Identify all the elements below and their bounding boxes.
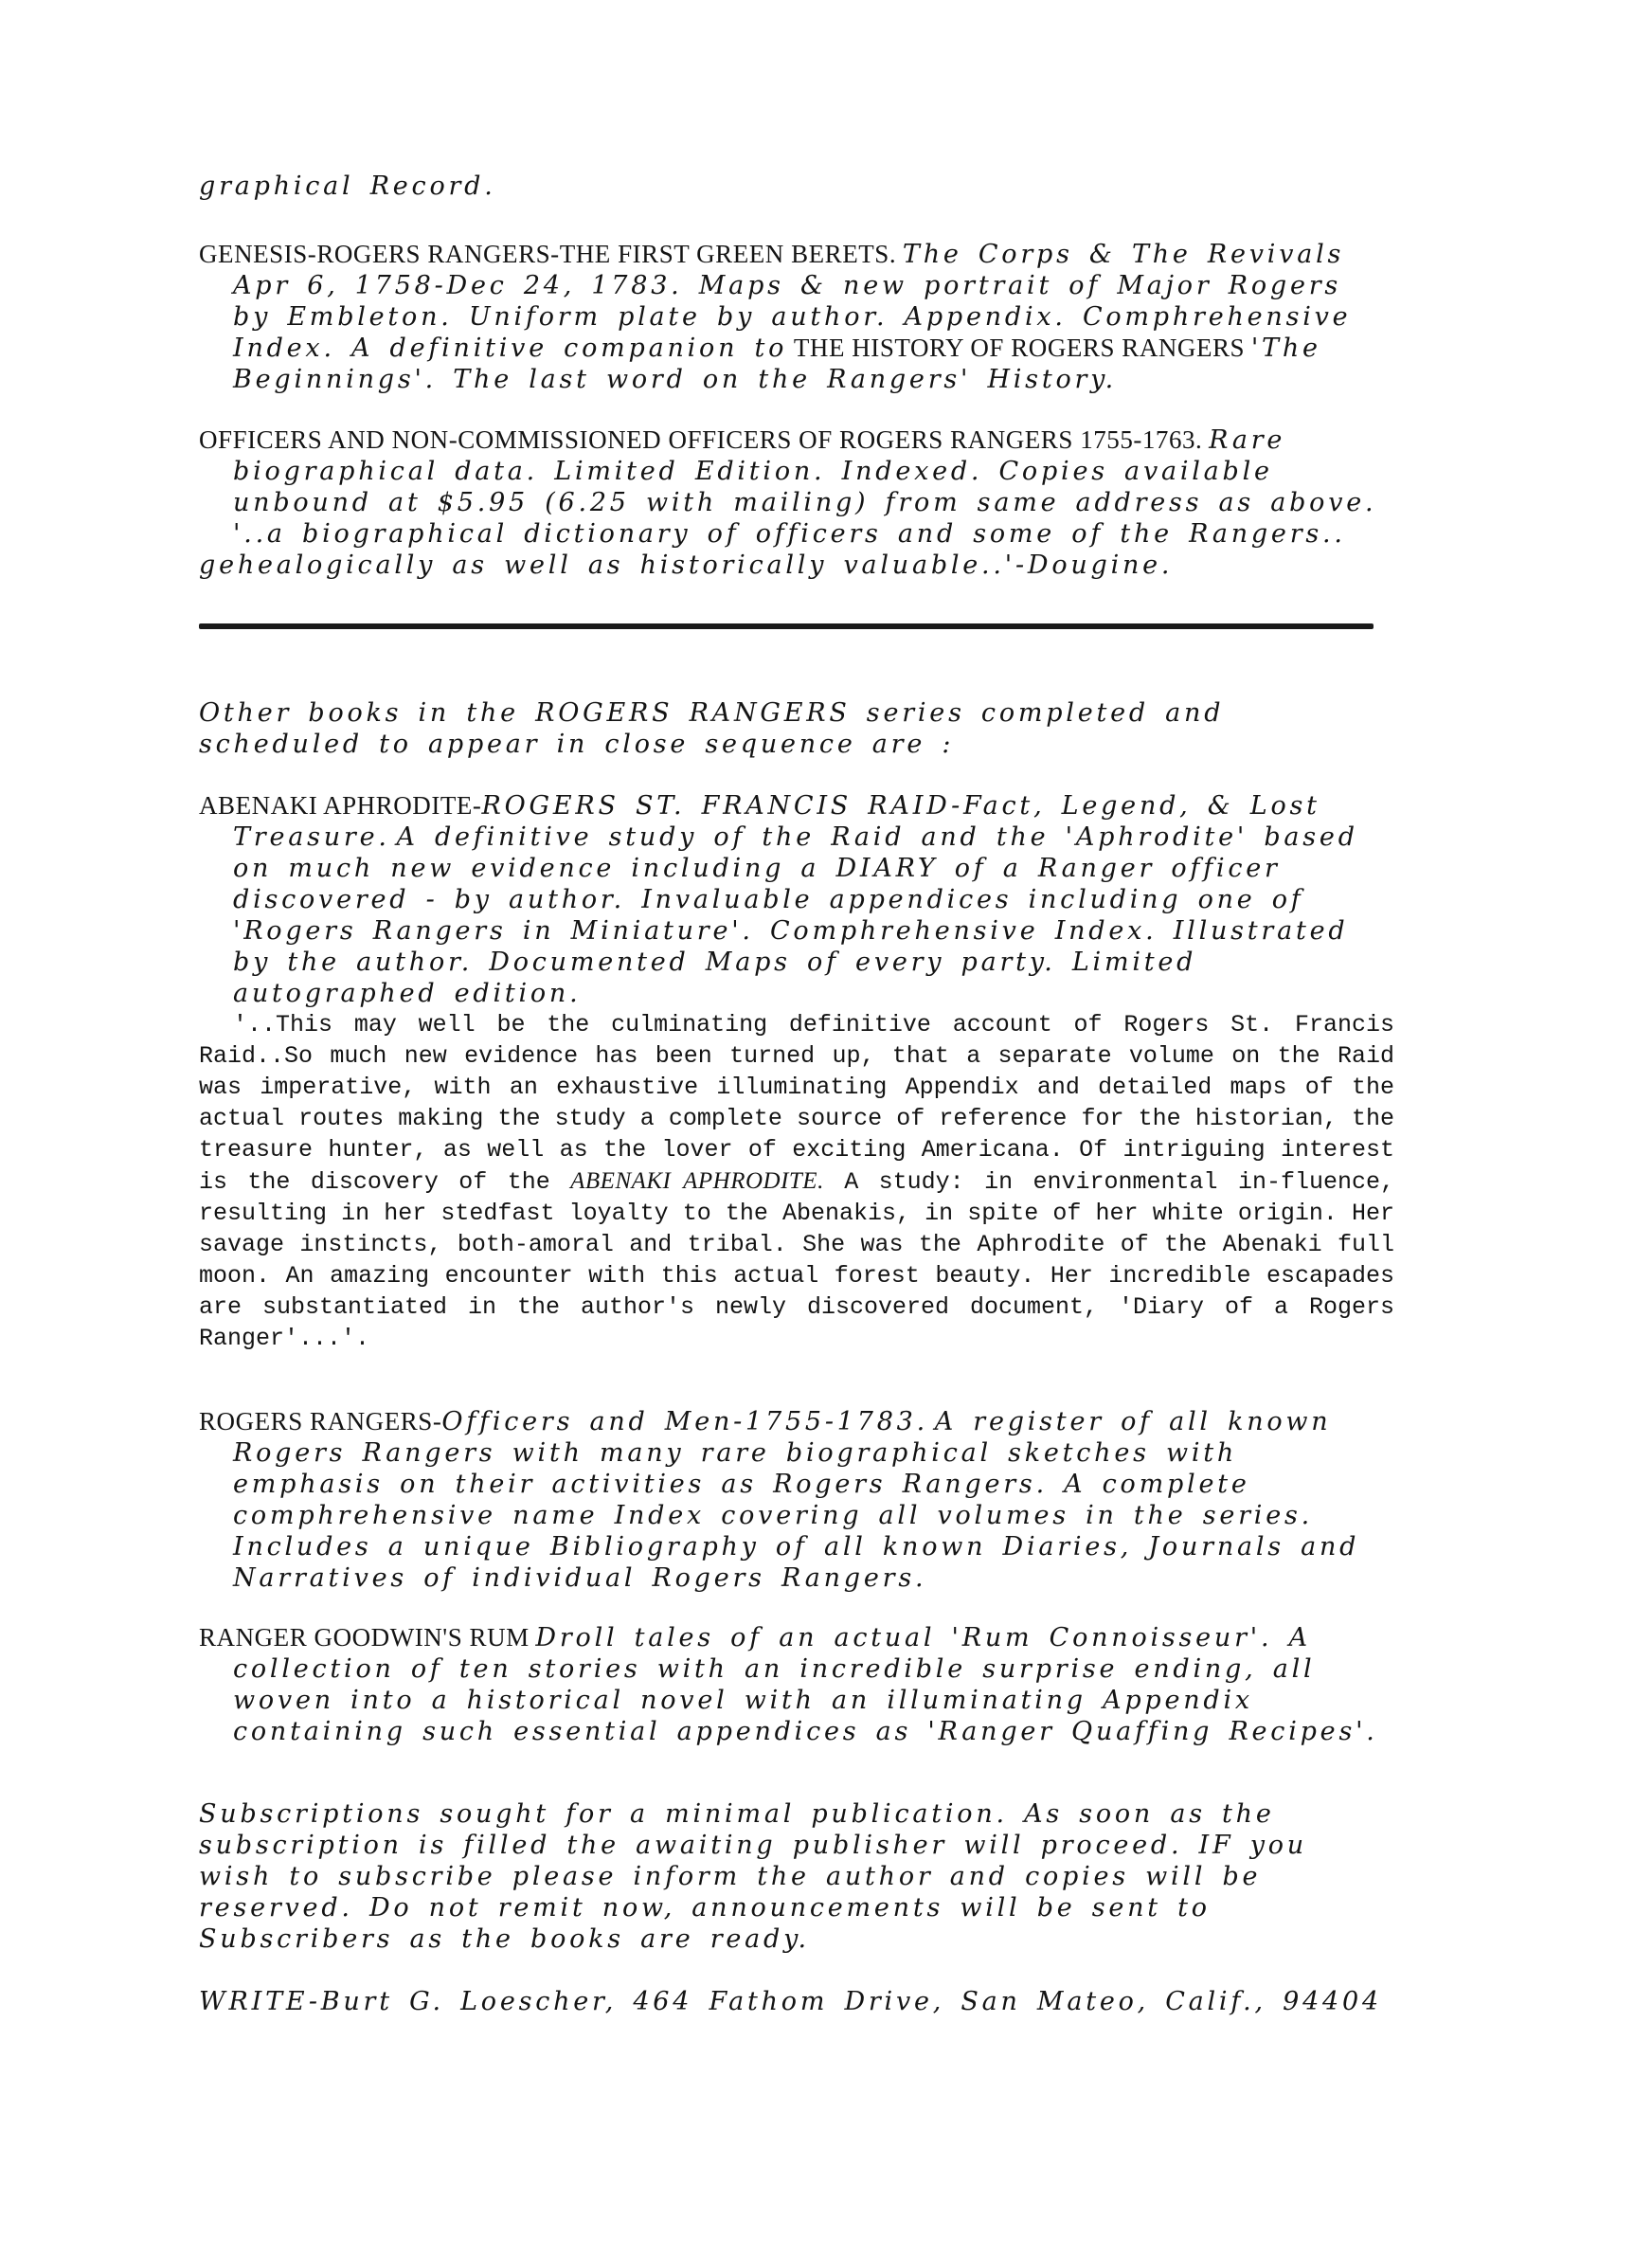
entry-officers-men-paragraph [199,1406,1394,1594]
entry-genesis-text: The Corps & The Revivals Apr 6, 1758-Dec 24, 1783. Maps & new portrait of Major Rogers by Embleton. Uniform plate by author. Appendix. Comphrehensive Index. A definitive companion to [233,240,1352,363]
entry-genesis-heading: GENESIS-ROGERS RANGERS-THE FIRST GREEN BERETS. [199,240,897,268]
entry-officers-quote: '..a biographical dictionary of officers and some of the Rangers.. gehealogically as well as historically valuable..'-Dougine. [199,519,1346,580]
entry-abenaki-quote-a: '..This may well be the culminating definitive account of Rogers St. Francis Raid..So much new evidence has been turned up, that a separate volume on the Raid was imperative, with an exhaustive illuminating Appendix and detailed maps of the actual routes making the study a complete source of reference for the historian, the treasure hunter, as well as the lover of exciting Americana. Of intriguing interest is the discovery of the [199,1011,1394,1196]
entry-abenaki-quote [199,1009,1394,1354]
entry-officers-men-text: A register of all known Rogers Rangers with many rare biographical sketches with emphasis on their activities as Rogers Rangers. A complete comphrehensive name Index covering all volumes in the series. Includes a unique Bibliography of all known Diaries, Journals and Narratives of individual Rogers Rangers. [233,1407,1360,1593]
entry-officers-paragraph [199,424,1394,518]
entry-genesis-paragraph [199,239,1394,395]
entry-officers [199,424,1394,581]
entry-officers-men-title: Officers and Men-1755-1783. [441,1407,928,1436]
entry-abenaki-title: ROGERS ST. FRANCIS RAID-Fact, Legend, & Lost Treasure. [233,791,1320,852]
entry-goodwin [199,1622,1394,1747]
subscriptions-note: Subscriptions sought for a minimal publication. As soon as the subscription is filled the awaiting publisher will proceed. IF you wish to subscribe please inform the author and copies will be reserved. Do not remit now, announcements will be sent to Subscribers as the books are ready. [199,1799,1307,1954]
entry-goodwin-text: Droll tales of an actual 'Rum Connoisseur'. A collection of ten stories with an incredible surprise ending, all woven into a historical novel with an illuminating Appendix containing such essential appendices as 'Ranger Quaffing Recipes'. [233,1623,1378,1746]
page-fragment: graphical Record. [199,172,496,201]
entry-genesis-ref: THE HISTORY OF ROGERS RANGERS [793,334,1246,362]
entry-abenaki [199,790,1394,1354]
entry-abenaki-heading: ABENAKI APHRODITE- [199,791,482,820]
entry-goodwin-heading: RANGER GOODWIN'S RUM [199,1623,530,1652]
entry-officers-heading: OFFICERS AND NON-COMMISSIONED OFFICERS OF ROGERS RANGERS 1755-1763. [199,425,1203,454]
series-intro: Other books in the ROGERS RANGERS series completed and scheduled to appear in close sequence are : [199,698,1225,759]
entry-officers-text: Rare biographical data. Limited Edition. Indexed. Copies available unbound at $5.95 (6.25 with mailing) from same address as above. [233,425,1377,517]
entry-genesis [199,239,1394,395]
entry-abenaki-paragraph [199,790,1394,1009]
entry-goodwin-paragraph [199,1622,1394,1747]
entry-genesis-tail: 'The Beginnings'. The last word on the Rangers' History. [233,334,1321,394]
contact-address: WRITE-Burt G. Loescher, 464 Fathom Drive, San Mateo, Calif., 94404 [199,1987,1382,2016]
entry-abenaki-text: A definitive study of the Raid and the 'Aphrodite' based on much new evidence including a DIARY of a Ranger officer discovered - by author. Invaluable appendices including one of 'Rogers Rangers in Miniature'. Comphrehensive Index. Illustrated by the author. Documented Maps of every party. Limited autographed edition. [233,822,1358,1008]
section-divider [199,623,1374,629]
entry-officers-men-heading: ROGERS RANGERS- [199,1407,442,1435]
entry-abenaki-quote-name: ABENAKI APHRODITE. [570,1168,824,1194]
entry-abenaki-quote-b: A study: in environmental in-fluence, resulting in her stedfast loyalty to the Abenakis, in spite of her white origin. Her savage instincts, both-amoral and tribal. She was the Aphrodite of the Abenaki full moon. An amazing encounter with this actual forest beauty. Her incredible escapades are substantiated in the author's newly discovered document, 'Diary of a Rogers Ranger'...'. [199,1168,1394,1352]
entry-officers-men [199,1406,1394,1594]
